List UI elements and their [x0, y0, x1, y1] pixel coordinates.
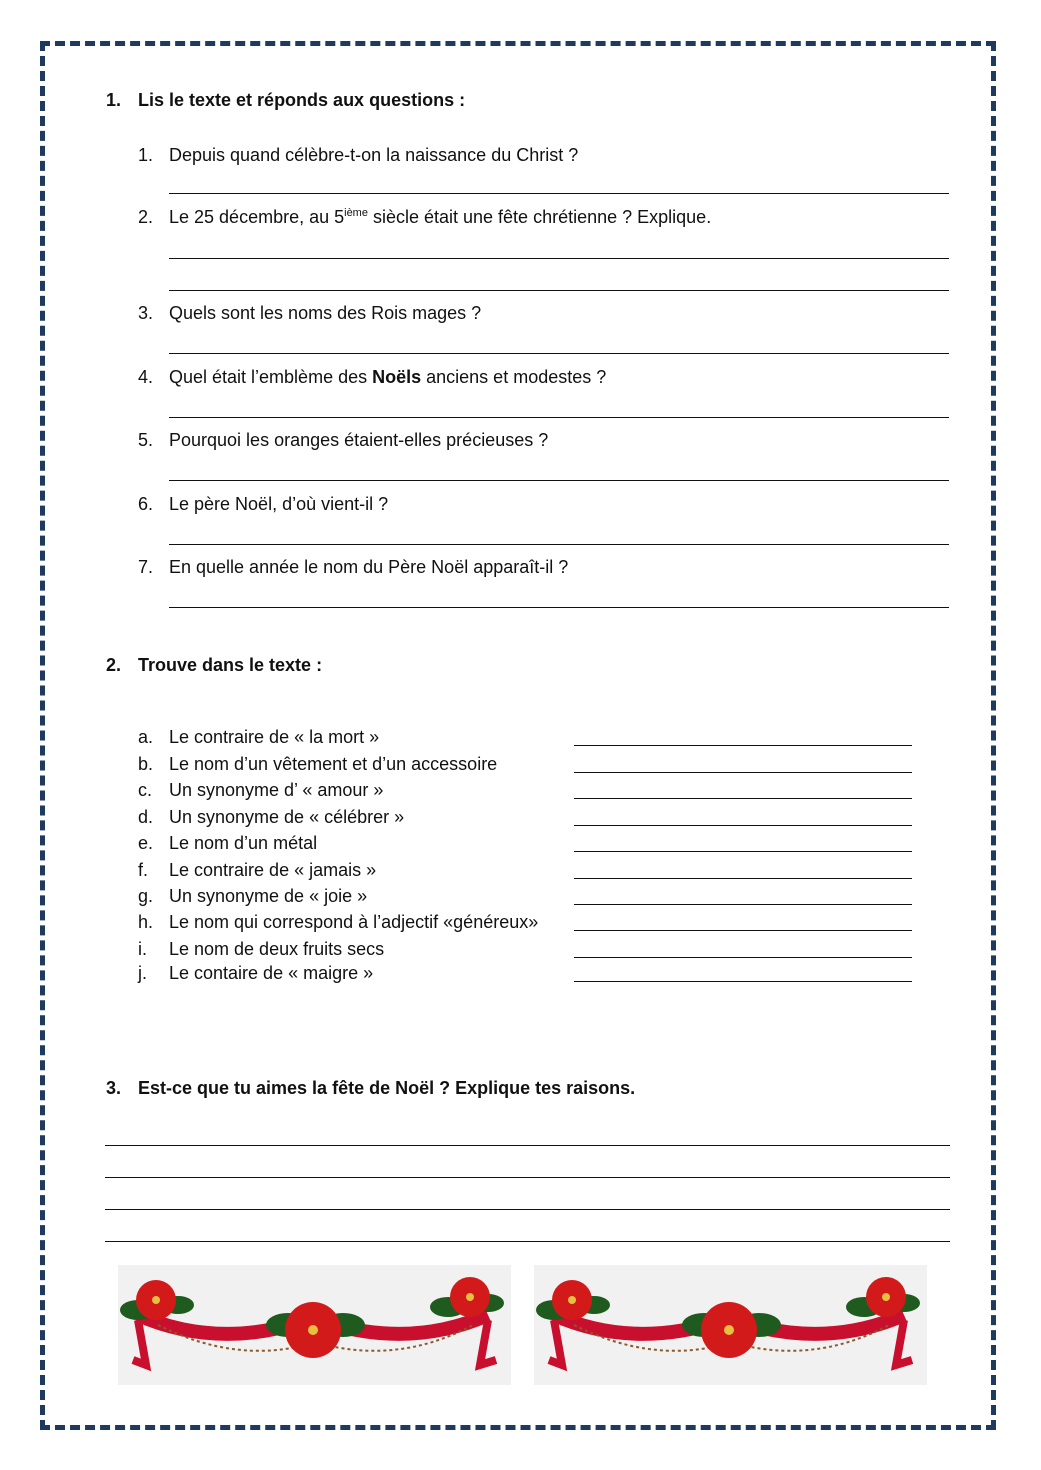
section-3-number: 3. [106, 1078, 122, 1098]
question-number: 1. [138, 145, 154, 165]
vocab-item-j [138, 963, 373, 984]
question-4 [138, 367, 606, 388]
item-text: Un synonyme de « célébrer » [169, 807, 405, 827]
answer-line[interactable] [105, 1145, 950, 1146]
answer-line[interactable] [169, 258, 949, 259]
section-3-title [106, 1078, 635, 1099]
question-text: siècle était une fête chrétienne ? Explique. [367, 207, 712, 227]
answer-line[interactable] [169, 480, 949, 481]
item-letter: d. [138, 807, 154, 827]
vocab-item-g [138, 886, 367, 907]
answer-line[interactable] [169, 353, 949, 354]
answer-line[interactable] [105, 1177, 950, 1178]
answer-line[interactable] [105, 1241, 950, 1242]
vocab-item-c [138, 780, 383, 801]
item-letter: h. [138, 912, 154, 932]
question-7 [138, 557, 568, 578]
christmas-garland-icon [534, 1265, 927, 1385]
answer-line[interactable] [169, 607, 949, 608]
answer-line[interactable] [574, 745, 912, 746]
section-2-number: 2. [106, 655, 122, 675]
item-text: Le contraire de « la mort » [169, 727, 380, 747]
item-letter: j. [138, 963, 147, 983]
question-number: 6. [138, 494, 154, 514]
question-6 [138, 494, 388, 515]
question-text: Quels sont les noms des Rois mages ? [169, 303, 482, 323]
answer-line[interactable] [574, 957, 912, 958]
question-number: 5. [138, 430, 154, 450]
question-text: Le père Noël, d’où vient-il ? [169, 494, 389, 514]
section-1-number: 1. [106, 90, 122, 110]
section-1-heading: Lis le texte et réponds aux questions : [138, 90, 466, 110]
vocab-item-h [138, 912, 538, 933]
item-letter: e. [138, 833, 154, 853]
answer-line[interactable] [574, 825, 912, 826]
bold-word: Noëls [372, 367, 422, 387]
question-text: anciens et modestes ? [421, 367, 607, 387]
item-text: Un synonyme de « joie » [169, 886, 368, 906]
vocab-item-e [138, 833, 317, 854]
item-letter: a. [138, 727, 154, 747]
question-text: Quel était l’emblème des [169, 367, 373, 387]
vocab-item-i [138, 939, 384, 960]
answer-line[interactable] [574, 930, 912, 931]
item-text: Le nom qui correspond à l’adjectif «généreux» [169, 912, 539, 932]
question-number: 7. [138, 557, 154, 577]
item-text: Le nom d’un vêtement et d’un accessoire [169, 754, 498, 774]
vocab-item-a [138, 727, 379, 748]
item-letter: b. [138, 754, 154, 774]
item-letter: c. [138, 780, 153, 800]
answer-line[interactable] [574, 772, 912, 773]
answer-line[interactable] [169, 290, 949, 291]
section-3-heading: Est-ce que tu aimes la fête de Noël ? Explique tes raisons. [138, 1078, 636, 1098]
item-letter: g. [138, 886, 154, 906]
question-5 [138, 430, 548, 451]
question-number: 3. [138, 303, 154, 323]
answer-line[interactable] [574, 878, 912, 879]
answer-line[interactable] [574, 904, 912, 905]
vocab-item-f [138, 860, 376, 881]
item-text: Le contaire de « maigre » [169, 963, 374, 983]
item-text: Le contraire de « jamais » [169, 860, 377, 880]
question-2 [138, 207, 711, 228]
question-text: En quelle année le nom du Père Noël apparaît-il ? [169, 557, 569, 577]
question-text: Pourquoi les oranges étaient-elles précieuses ? [169, 430, 549, 450]
question-text: Le 25 décembre, au 5 [169, 207, 345, 227]
vocab-item-d [138, 807, 404, 828]
section-2-title [106, 655, 322, 676]
question-number: 2. [138, 207, 154, 227]
answer-line[interactable] [169, 417, 949, 418]
answer-line[interactable] [574, 851, 912, 852]
vocab-item-b [138, 754, 497, 775]
answer-line[interactable] [574, 981, 912, 982]
section-1-title [106, 90, 465, 111]
item-letter: f. [138, 860, 149, 880]
question-3 [138, 303, 481, 324]
section-2-heading: Trouve dans le texte : [138, 655, 323, 675]
item-text: Le nom d’un métal [169, 833, 318, 853]
item-letter: i. [138, 939, 147, 959]
item-text: Le nom de deux fruits secs [169, 939, 385, 959]
question-1 [138, 145, 578, 166]
answer-line[interactable] [574, 798, 912, 799]
item-text: Un synonyme d’ « amour » [169, 780, 384, 800]
question-text: Depuis quand célèbre-t-on la naissance du Christ ? [169, 145, 579, 165]
answer-line[interactable] [105, 1209, 950, 1210]
superscript: ième [344, 207, 368, 219]
answer-line[interactable] [169, 193, 949, 194]
christmas-garland-icon [118, 1265, 511, 1385]
answer-line[interactable] [169, 544, 949, 545]
question-number: 4. [138, 367, 154, 387]
